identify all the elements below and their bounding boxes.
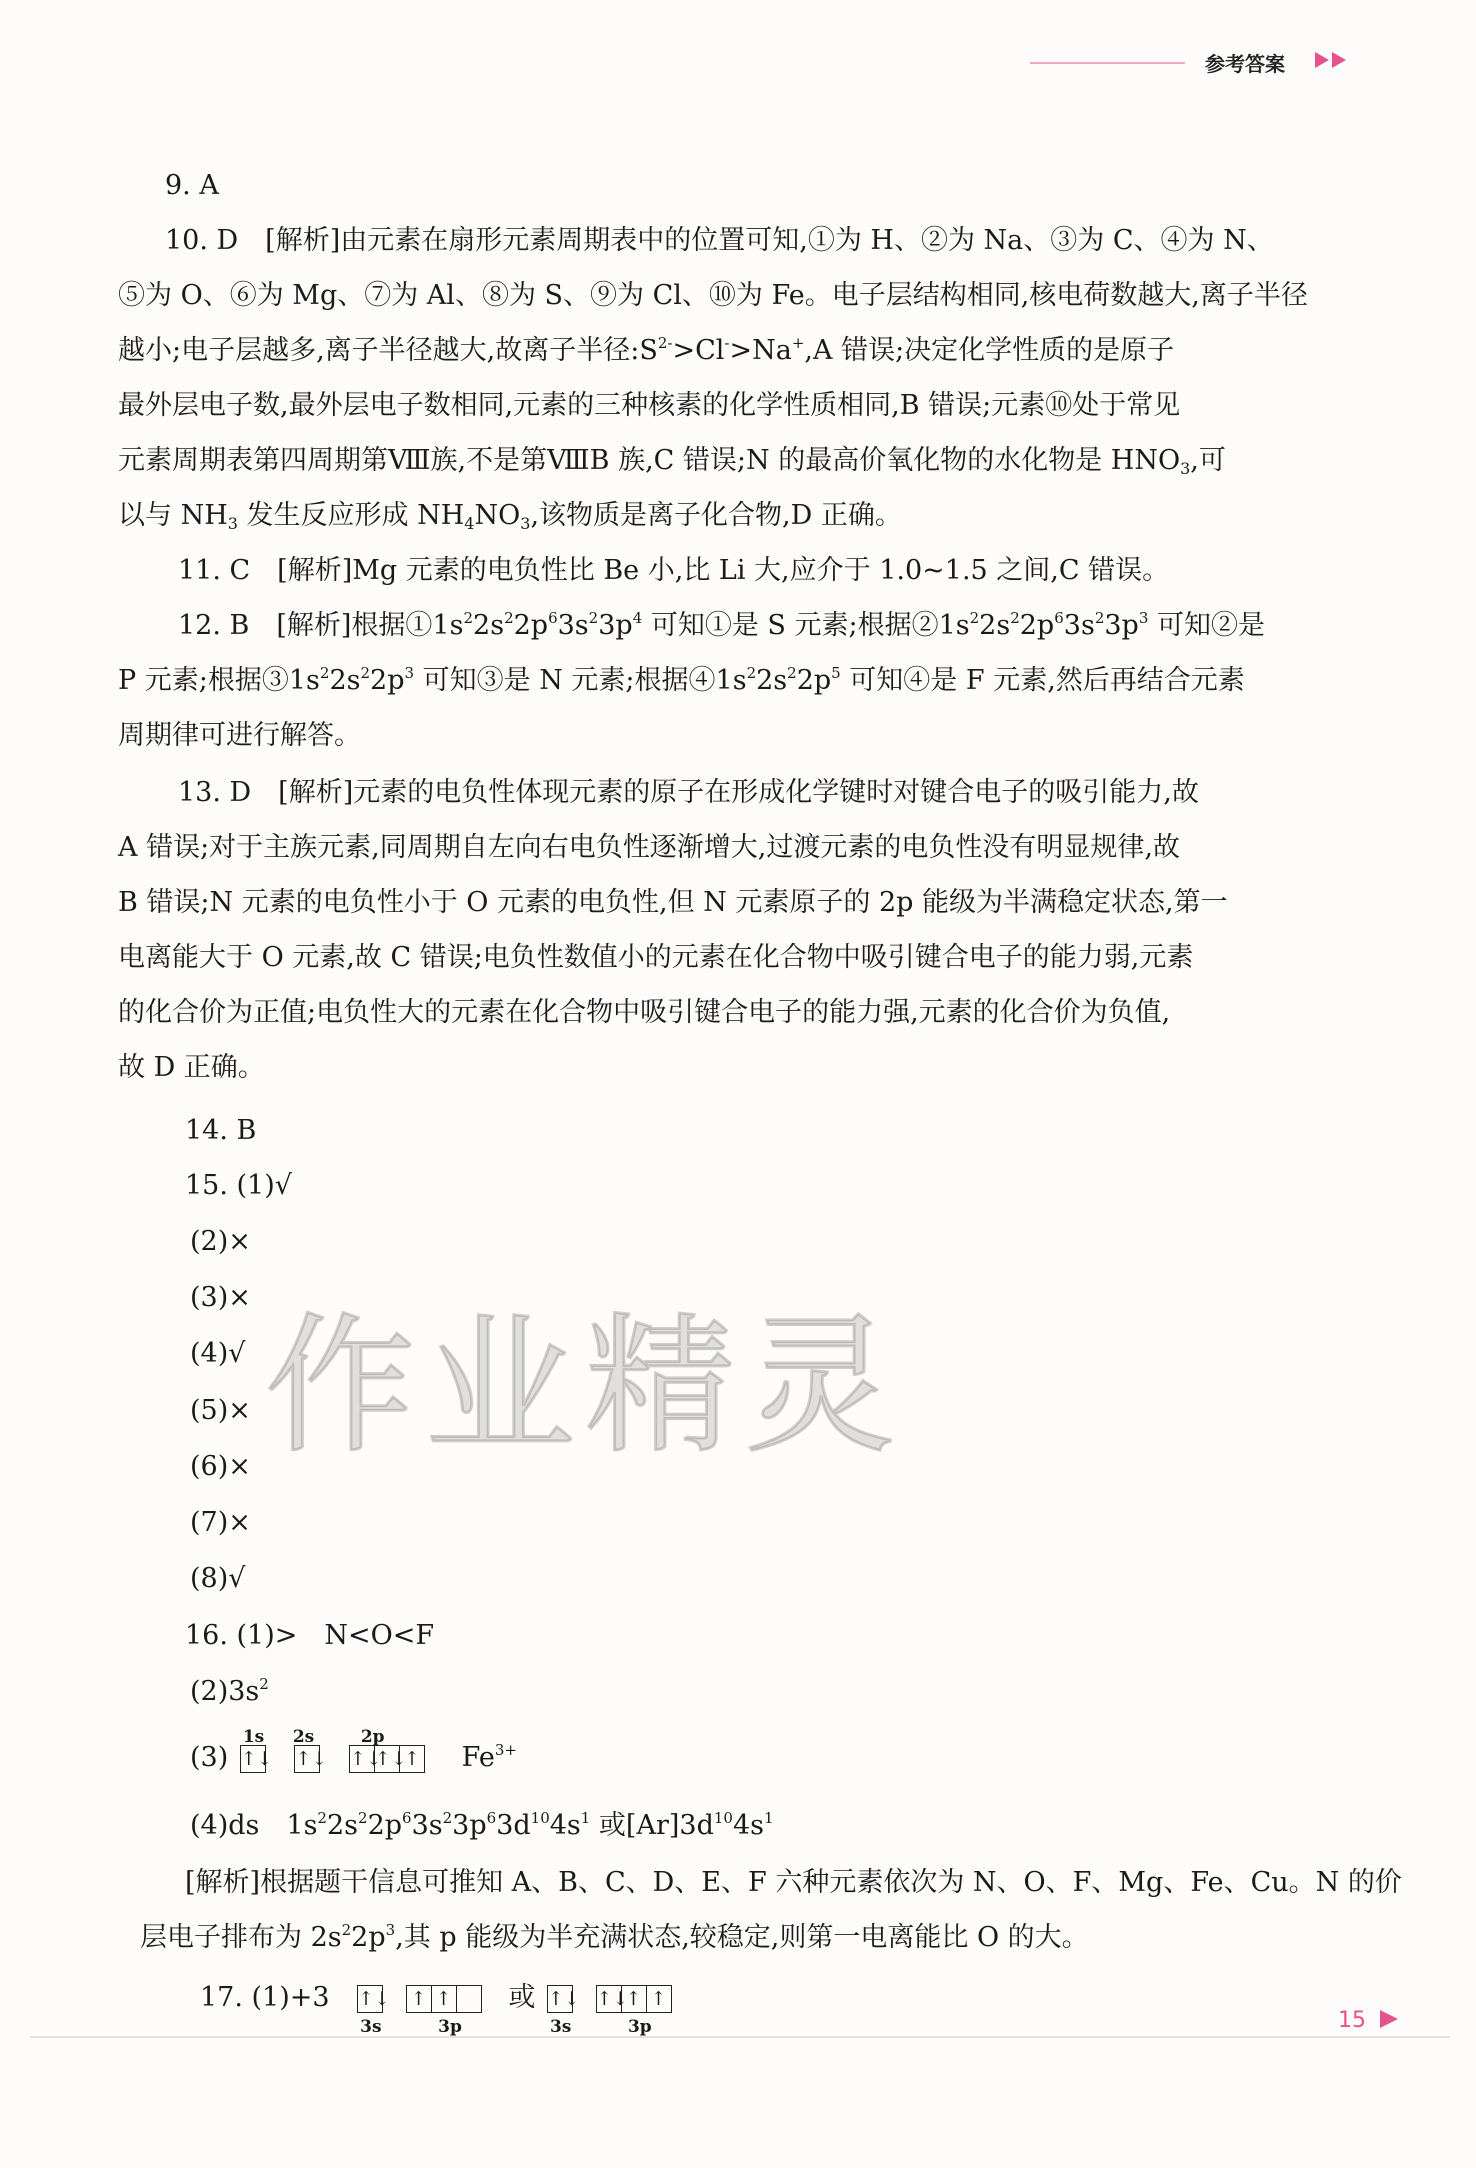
answer-q16-analysis-line1: [解析]根据题干信息可推知 A、B、C、D、E、F 六种元素依次为 N、O、F、Mg、Fe、Cu。N 的价 bbox=[185, 1867, 1402, 1898]
answer-q15-1: 15. (1)√ bbox=[185, 1170, 292, 1201]
ion-label: Fe bbox=[461, 1742, 495, 1773]
page-number: 15 bbox=[1338, 2008, 1366, 2033]
answer-q13-line2: A 错误;对于主族元素,同周期自左向右电负性逐渐增大,过渡元素的电负性没有明显规律,故 bbox=[118, 832, 1180, 863]
answer-q10-line3: 越小;电子层越多,离子半径越大,故离子半径$:S^{2-}>Cl^->Na^+,A$ 错误;决定化学性质的是原子 bbox=[118, 334, 1175, 366]
double-arrow-icon bbox=[1315, 52, 1349, 68]
answer-q16-2: $(2)3s^2$ bbox=[190, 1675, 269, 1707]
answer-q12-line1: 12. B [解析]根据$①1s^22s^22p^63s^23p^4$ 可知①是 S 元素;根据$②1s^22s^22p^63s^23p^3$ 可知②是 bbox=[178, 609, 1265, 641]
answer-q9: 9. A bbox=[165, 170, 219, 201]
answer-q10-line5: 元素周期表第四周期第Ⅷ族,不是第ⅧB 族,C 错误;N 的最高价氧化物的水化物是 $HNO_3$,可 bbox=[118, 445, 1226, 478]
orbital-diagram-q16: 1s 2s 2p ↑↓ ↑↓ ↑↓↑↓↑ bbox=[241, 1731, 425, 1787]
answer-q13-line3: B 错误;N 元素的电负性小于 O 元素的电负性,但 N 元素原子的 2p 能级为半满稳定状态,第一 bbox=[118, 887, 1228, 918]
header-rule bbox=[1030, 62, 1185, 64]
answer-q12-line3: 周期律可进行解答。 bbox=[118, 720, 361, 751]
answer-q15-2: (2)× bbox=[190, 1226, 251, 1257]
answer-q10-line1: 10. D [解析]由元素在扇形元素周期表中的位置可知,①为 H、②为 Na、③为 C、④为 N、 bbox=[165, 225, 1274, 256]
answer-q17-1: 17. (1)+3 ↑↓ ↑ ↑ 3s 3p 或 ↑↓ ↑↓↑ ↑ 3s 3p bbox=[200, 1970, 672, 2027]
answer-q15-3: (3)× bbox=[190, 1282, 251, 1313]
answer-q16-1: 16. (1)> N<O<F bbox=[185, 1620, 435, 1651]
footer-rule bbox=[30, 2036, 1450, 2038]
answer-q15-8: (8)√ bbox=[190, 1563, 246, 1594]
watermark: 作业精灵 bbox=[265, 1300, 906, 1474]
answer-q15-5: (5)× bbox=[190, 1395, 251, 1426]
answer-q11: 11. C [解析]Mg 元素的电负性比 Be 小,比 Li 大,应介于 1.0~1.5 之间,C 错误。 bbox=[178, 555, 1170, 586]
answer-q16-3: (3) 1s 2s 2p ↑↓ ↑↓ ↑↓↑↓↑ $Fe^{3+}$ bbox=[190, 1730, 517, 1787]
answer-q15-4: (4)√ bbox=[190, 1338, 246, 1369]
answer-q14: 14. B bbox=[185, 1115, 257, 1146]
answer-q13-line6: 故 D 正确。 bbox=[118, 1052, 265, 1083]
or-word: 或 bbox=[508, 1982, 536, 2013]
answer-q10-line2: ⑤为 O、⑥为 Mg、⑦为 Al、⑧为 S、⑨为 Cl、⑩为 Fe。电子层结构相同,核电荷数越大,离子半径 bbox=[118, 280, 1308, 311]
answer-q10-line6: 以与 $NH_3$ 发生反应形成 $NH_4NO_3$,该物质是离子化合物,D 正确。 bbox=[118, 500, 902, 533]
answer-q12-line2: P 元素;根据$③1s^22s^22p^3$ 可知③是 N 元素;根据$④1s^22s^22p^5$ 可知④是 F 元素,然后再结合元素 bbox=[118, 664, 1245, 696]
answer-q16-4: (4)ds $1s^22s^22p^63s^23p^63d^{10}4s^1$ 或$[Ar]3d^{10}4s^1$ bbox=[190, 1809, 774, 1841]
answer-q16-analysis-line2: 层电子排布为 $2s^22p^3$,其 p 能级为半充满状态,较稳定,则第一电离能比 O 的大。 bbox=[140, 1921, 1089, 1953]
answer-q15-7: (7)× bbox=[190, 1507, 251, 1538]
arrow-right-icon bbox=[1380, 2010, 1400, 2028]
orbital-diagram-q17-a: ↑↓ ↑ ↑ 3s 3p bbox=[358, 1971, 482, 2027]
orbital-diagram-q17-b: ↑↓ ↑↓↑ ↑ 3s 3p bbox=[548, 1971, 672, 2027]
answer-q15-6: (6)× bbox=[190, 1451, 251, 1482]
answer-q13-line1: 13. D [解析]元素的电负性体现元素的原子在形成化学键时对键合电子的吸引能力,故 bbox=[178, 777, 1199, 808]
answer-q13-line4: 电离能大于 O 元素,故 C 错误;电负性数值小的元素在化合物中吸引键合电子的能力弱,元素 bbox=[118, 942, 1194, 973]
answer-q13-line5: 的化合价为正值;电负性大的元素在化合物中吸引键合电子的能力强,元素的化合价为负值, bbox=[118, 997, 1171, 1028]
header-title: 参考答案 bbox=[1205, 52, 1285, 76]
answer-q10-line4: 最外层电子数,最外层电子数相同,元素的三种核素的化学性质相同,B 错误;元素⑩处于常见 bbox=[118, 390, 1181, 421]
